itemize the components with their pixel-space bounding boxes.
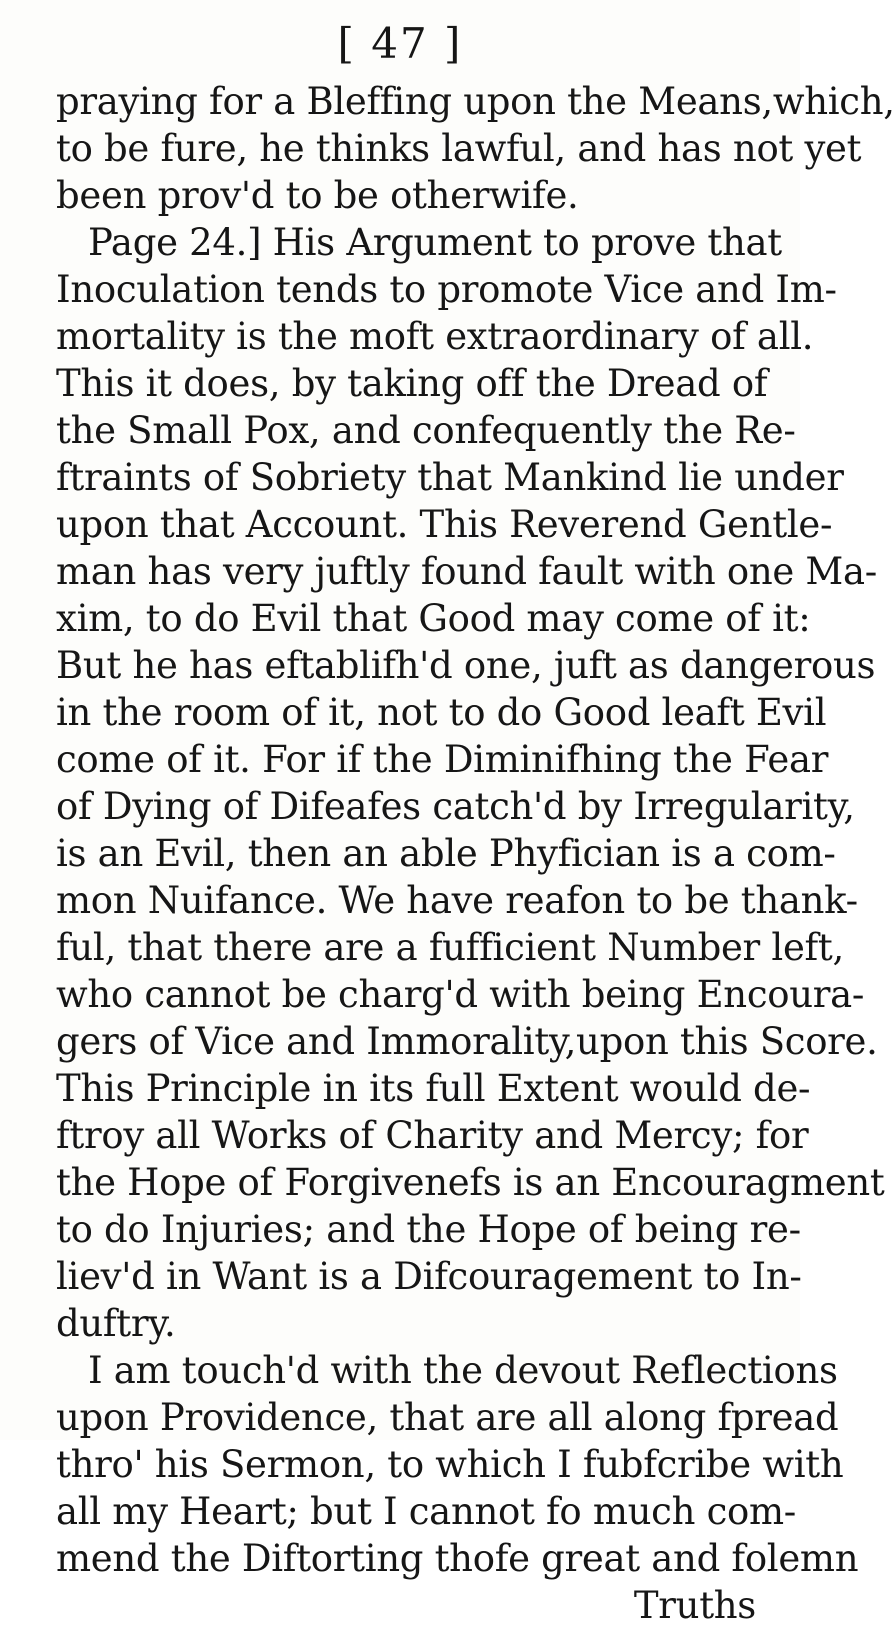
- text-line: xim, to do Evil that Good may come of it:: [56, 597, 811, 640]
- text-line: Inoculation tends to promote Vice and Im-: [56, 268, 837, 311]
- text-line: ful, that there are a fufficient Number left,: [56, 926, 844, 969]
- text-line: I am touch'd with the devout Reflections: [88, 1349, 838, 1392]
- text-line: Page 24.] His Argument to prove that: [88, 221, 782, 264]
- text-line: is an Evil, then an able Phyfician is a com-: [56, 832, 836, 875]
- text-line: the Hope of Forgivenefs is an Encouragment: [56, 1161, 885, 1204]
- text-line: mend the Diftorting thofe great and folemn: [56, 1537, 859, 1580]
- text-line: come of it. For if the Diminifhing the Fear: [56, 738, 829, 781]
- text-line: to be fure, he thinks lawful, and has not yet: [56, 127, 862, 170]
- text-line: of Dying of Difeafes catch'd by Irregularity,: [56, 785, 855, 828]
- text-line: ftraints of Sobriety that Mankind lie under: [56, 456, 844, 499]
- text-line: in the room of it, not to do Good leaft Evil: [56, 691, 827, 734]
- text-line: who cannot be charg'd with being Encoura-: [56, 973, 865, 1016]
- text-line: been prov'd to be otherwife.: [56, 174, 579, 217]
- text-line: upon that Account. This Reverend Gentle-: [56, 503, 833, 546]
- page-number: [ 47 ]: [337, 19, 463, 68]
- text-line: the Small Pox, and confequently the Re-: [56, 409, 796, 452]
- catchword: Truths: [633, 1584, 756, 1627]
- text-line: ftroy all Works of Charity and Mercy; for: [56, 1114, 809, 1157]
- text-line: man has very juftly found fault with one Ma-: [56, 550, 877, 593]
- text-line: thro' his Sermon, to which I fubfcribe with: [56, 1443, 844, 1486]
- text-line: This it does, by taking off the Dread of: [56, 362, 768, 405]
- text-line: liev'd in Want is a Difcouragement to In-: [56, 1255, 802, 1298]
- text-line: duftry.: [56, 1302, 176, 1345]
- text-line: mortality is the moft extraordinary of all.: [56, 315, 814, 358]
- body-text: [56, 78, 895, 1629]
- text-line: mon Nuifance. We have reafon to be thank-: [56, 879, 858, 922]
- text-line: gers of Vice and Immorality,upon this Score.: [56, 1020, 878, 1063]
- text-line: upon Providence, that are all along fpread: [56, 1396, 839, 1439]
- text-line: But he has eftablifh'd one, juft as dangerous: [56, 644, 876, 687]
- text-line: all my Heart; but I cannot fo much com-: [56, 1490, 796, 1533]
- text-line: praying for a Bleffing upon the Means,which,: [56, 80, 895, 123]
- text-line: This Principle in its full Extent would de-: [56, 1067, 811, 1110]
- text-line: to do Injuries; and the Hope of being re-: [56, 1208, 801, 1251]
